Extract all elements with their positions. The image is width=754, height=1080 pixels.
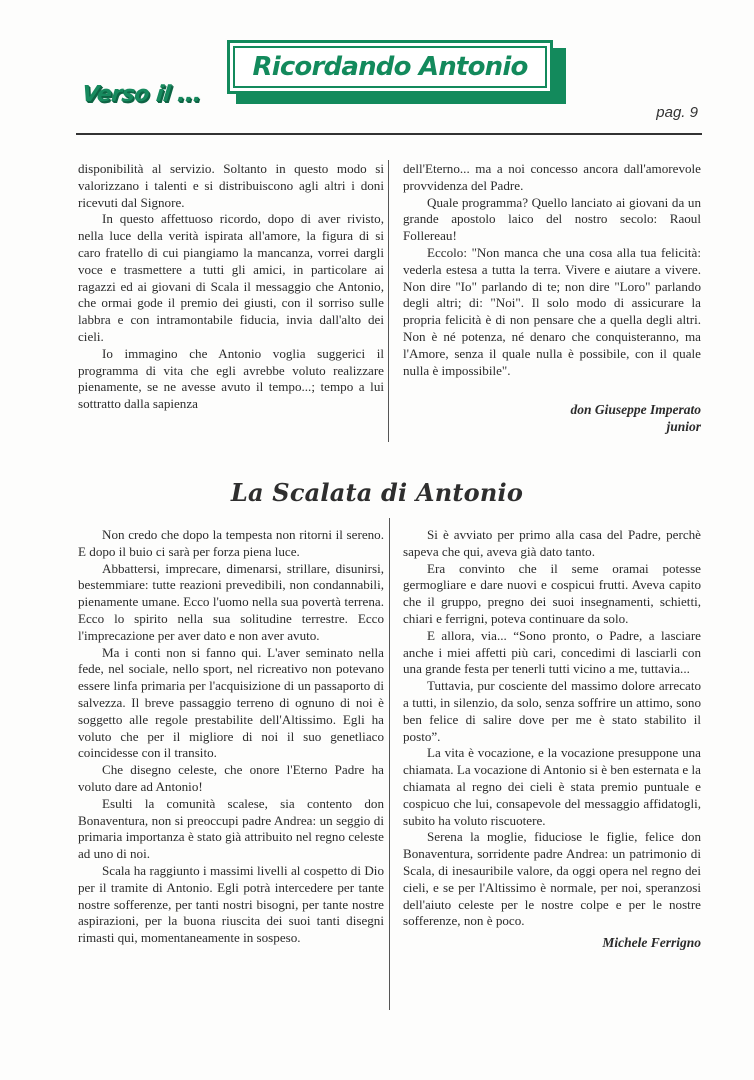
- author-signature-suffix: junior: [666, 419, 701, 435]
- author-signature: don Giuseppe Imperato: [570, 402, 701, 418]
- paragraph: Si è avviato per primo alla casa del Padre, perchè sapeva che qui, aveva già dato tanto.: [403, 527, 701, 559]
- bottom-article-left-column: [78, 527, 384, 947]
- paragraph: Scala ha raggiunto i massimi livelli al cospetto di Dio per il tramite di Antonio. Egli potrà intercedere per tante nostre sofferenze, per tanti nostri bisogni, per tante nostre aspirazioni, per la buona riuscita dei suoi tanti disegni rimasti qui, momentaneamente in sospeso.: [78, 862, 384, 946]
- page-number: pag. 9: [656, 104, 698, 121]
- top-article-right-column: [403, 161, 701, 435]
- section-header-title: Ricordando Antonio: [252, 52, 528, 82]
- header-rule: [76, 133, 702, 135]
- paragraph: disponibilità al servizio. Soltanto in questo modo si valorizzano i talenti e si distribuiscono agli altri i doni ricevuti dal Signore.: [78, 161, 384, 210]
- paragraph: Eccolo: "Non manca che una cosa alla tua felicità: vederla estesa a tutta la terra. Vivere e aiutare a vivere. Non dire "Io" parlando di te; non dire "Loro" parlando degli altri; di: "Noi". Il solo modo di assicurare la propria felicità è di non pensare che a quella degli altri. Non è né potenza, né denaro che conquisteranno, ma l'Amore, senza il quale nulla è possibile, con il quale nulla è impossibile".: [403, 244, 701, 378]
- paragraph: Quale programma? Quello lanciato ai giovani da un grande apostolo laico del nostro secolo: Raoul Follereau!: [403, 194, 701, 244]
- paragraph: La vita è vocazione, e la vocazione presuppone una chiamata. La vocazione di Antonio si è ben esternata e la chiamata al regno dei cieli è stata premio puntuale e cospicuo che lui, consapevole del messaggio affidatogli, subito ha voluto riscuotere.: [403, 745, 701, 828]
- paragraph: Esulti la comunità scalese, sia contento don Bonaventura, non si preoccupi padre Andrea: un seggio di primaria importanza è stato già attribuito nel regno celeste ad uno di noi.: [78, 795, 384, 862]
- paragraph: Serena la moglie, fiduciose le figlie, felice don Bonaventura, sorridente padre Andrea: un patrimonio di Scala, di inesauribile valore, da oggi opera nel regno dei cieli, e se per l'Altissimo è normale, per noi, speranzosi dell'aiuto celeste per le nostre colpe e per le nostre sofferenze, non è poco.: [403, 829, 701, 929]
- paragraph: Che disegno celeste, che onore l'Eterno Padre ha voluto dare ad Antonio!: [78, 762, 384, 794]
- title-box: [227, 40, 553, 94]
- verso-il-logo: Verso il ...: [80, 82, 203, 107]
- article-title: La Scalata di Antonio: [230, 478, 524, 507]
- author-signature: Michele Ferrigno: [602, 935, 701, 951]
- bottom-article-right-column: [403, 527, 701, 951]
- top-article-left-column: [78, 161, 384, 413]
- column-divider: [389, 518, 390, 1010]
- paragraph: Ma i conti non si fanno qui. L'aver seminato nella fede, nel sociale, nello sport, nel ricreativo non potevano essere linfa primaria per l'acquisizione di un passaporto di salvezza. Il breve passaggio terreno di ognuno di noi è soggetto alle regole prestabilite dell'Altissimo. Egli ha voluto che per il migliore di noi il suo genetliaco coincidesse con il transito.: [78, 644, 384, 761]
- title-box-inner-frame: [233, 46, 547, 88]
- paragraph: Non credo che dopo la tempesta non ritorni il sereno. E dopo il buio ci sarà per forza piena luce.: [78, 527, 384, 559]
- paragraph: Tuttavia, pur cosciente del massimo dolore arrecato a tutti, in silenzio, da solo, senza soffrire un attimo, sono ben felice di salire dove per me è stato stabilito il posto”.: [403, 678, 701, 744]
- paragraph: dell'Eterno... ma a noi concesso ancora dall'amorevole provvidenza del Padre.: [403, 161, 701, 193]
- paragraph: Io immagino che Antonio voglia suggerici il programma di vita che egli avrebbe voluto realizzare pienamente, se ne avesse avuto il tempo...; tempo a lui sottratto dalla sapienza: [78, 345, 384, 412]
- paragraph: E allora, via... “Sono pronto, o Padre, a lasciare anche i miei affetti più cari, concedimi di lasciarli con una grande festa per tenerli tutti vicino a me, tuttavia...: [403, 627, 701, 677]
- paragraph: Era convinto che il seme oramai potesse germogliare e dare nuovi e cospicui frutti. Aveva capito che il gruppo, pregno dei suoi insegnamenti, schietti, chiari e ferrigni, poteva continuare da solo.: [403, 560, 701, 626]
- paragraph: In questo affettuoso ricordo, dopo di aver rivisto, nella luce della verità ispirata all'amore, la figura di si caro fratello di cui piangiamo la mancanza, vorrei dargli voce e trasmettere a tutti gli amici, in particolare ai ragazzi ed ai giovani di Scala il messaggio che Antonio, che ormai gode il premio dei giusti, con il sorriso sulle labbra e con intramontabile fiducia, invia dall'alto dei cieli.: [78, 211, 384, 344]
- column-divider: [388, 160, 389, 442]
- paragraph: Abbattersi, imprecare, dimenarsi, strillare, disunirsi, bestemmiare: tutte reazioni prevedibili, non condannabili, pienamente umane. Ecco l'uomo nella sua povertà terrena. Ecco lo spirito nella sua solitudine terrestre. Ecco l'imprecazione per aver dato e non aver avuto.: [78, 560, 384, 643]
